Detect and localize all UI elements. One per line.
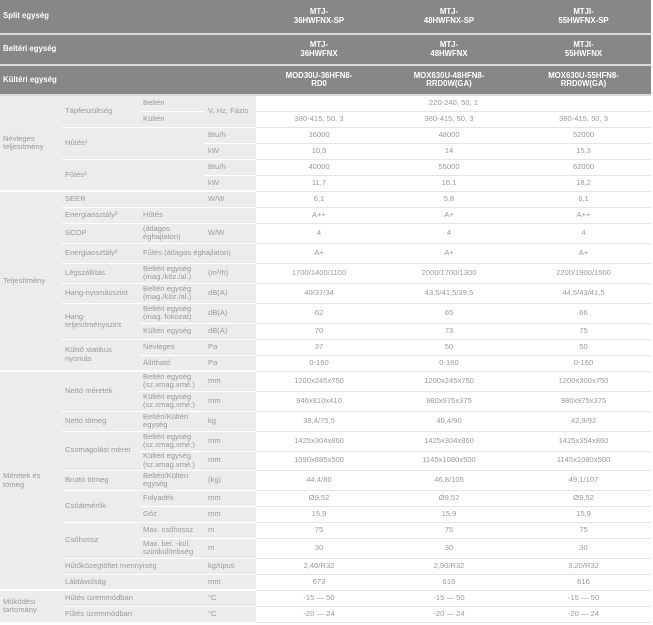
value-cell: 43,5/41,5/39,5: [382, 283, 516, 303]
param-label: SEER: [62, 191, 205, 207]
value-cell: 1145x1080x500: [516, 451, 651, 470]
unit-label: Btu/h: [205, 159, 256, 175]
sub-label: (átlagos éghajlaton): [140, 223, 205, 243]
unit-label: °C: [205, 590, 256, 606]
value-cell: 15,9: [516, 506, 651, 522]
value-cell: 75: [516, 323, 651, 339]
sub-label: Állítható: [140, 355, 205, 371]
value-cell: 49,1/107: [516, 470, 651, 490]
value-cell: 62000: [516, 159, 651, 175]
value-cell: 1425x304x860: [256, 431, 382, 451]
unit-label: mm: [205, 574, 256, 590]
value-cell: 1200x300x750: [516, 371, 651, 391]
value-cell: A++: [516, 207, 651, 223]
param-label: Nettó méretek: [62, 371, 140, 411]
sub-label: Gőz: [140, 506, 205, 522]
value-cell: 1425x354x860: [516, 431, 651, 451]
value-cell: 980x975x375: [382, 391, 516, 411]
value-cell: 75: [256, 522, 382, 538]
param-label: Lábtávolság: [62, 574, 205, 590]
value-cell: 73: [382, 323, 516, 339]
value-cell: 4: [516, 223, 651, 243]
sub-label: Beltéri egység (mag./köz./al.): [140, 263, 205, 283]
value-cell: 980x975x375: [516, 391, 651, 411]
value-cell: 6,1: [516, 191, 651, 207]
value-cell: 75: [516, 522, 651, 538]
group-label: Működési tartomány: [0, 590, 62, 622]
value-cell: 52000: [516, 127, 651, 143]
unit-label: W/W: [205, 223, 256, 243]
value-cell: 44,4/80: [256, 470, 382, 490]
unit-label: mm: [205, 490, 256, 506]
param-label: SCOP: [62, 223, 140, 243]
value-cell: 40,4/90: [382, 411, 516, 431]
model-outdoor: MOD30U-36HFN8- RD0: [256, 65, 382, 95]
sub-label: Beltéri/Kültéri egység: [140, 470, 205, 490]
value-cell: 40000: [256, 159, 382, 175]
unit-label: mm: [205, 371, 256, 391]
model-split: MTJ- 36HWFNX-SP: [256, 0, 382, 34]
header-row-outdoor: [0, 65, 651, 95]
outdoor-label: Kültéri egység: [0, 65, 256, 95]
unit-label: Btu/h: [205, 127, 256, 143]
unit-label: kg: [205, 411, 256, 431]
value-cell: 65: [382, 303, 516, 323]
value-cell: 380-415, 50, 3: [516, 111, 651, 127]
value-cell: 16,1: [382, 175, 516, 191]
unit-label: Pa: [205, 355, 256, 371]
param-label: Tápfeszültség: [62, 95, 140, 127]
group-label: Névleges teljesítmény: [0, 95, 62, 191]
indoor-label: Beltéri egység: [0, 34, 256, 65]
value-cell: 38,4/75,5: [256, 411, 382, 431]
value-cell: 30: [516, 538, 651, 558]
group-label: Teljesítmény: [0, 191, 62, 371]
sub-label: Folyadék: [140, 490, 205, 506]
value-cell: 62: [256, 303, 382, 323]
value-cell: A+: [382, 207, 516, 223]
value-cell: 0-160: [256, 355, 382, 371]
value-cell: A++: [256, 207, 382, 223]
unit-label: W/W: [205, 191, 256, 207]
unit-label: °C: [205, 606, 256, 622]
unit-label: m: [205, 538, 256, 558]
value-cell: 0-160: [516, 355, 651, 371]
value-cell: 3,20/R32: [516, 558, 651, 574]
param-label: Külső statikus nyomás: [62, 339, 140, 371]
sub-label: Beltéri/Kültéri egység: [140, 411, 205, 431]
unit-label: (kg): [205, 470, 256, 490]
param-label: Energiaosztály³: [62, 243, 140, 263]
unit-label: dB(A): [205, 283, 256, 303]
model-outdoor: MOX630U-55HFN8- RRD0W(GA): [516, 65, 651, 95]
value-cell: 6,1: [256, 191, 382, 207]
param-label: Hűtés¹: [62, 127, 205, 159]
value-cell: 11,7: [256, 175, 382, 191]
unit-label: kg/típus: [205, 558, 256, 574]
param-label: Fűtés²: [62, 159, 205, 191]
param-label: Hűtés üzemmódban: [62, 590, 205, 606]
value-cell: 48000: [382, 127, 516, 143]
value-cell: 15,3: [516, 143, 651, 159]
param-label: Csomagolási méret: [62, 431, 140, 470]
unit-label: (m³/h): [205, 263, 256, 283]
value-cell: Ø9,52: [256, 490, 382, 506]
sub-label: Kültéri egység (sz.xmag.xmé.): [140, 451, 205, 470]
value-cell: 2,90/R32: [382, 558, 516, 574]
value-cell: 0-160: [382, 355, 516, 371]
value-cell: 14: [382, 143, 516, 159]
param-label: Nettó tömeg: [62, 411, 140, 431]
value-cell: 4: [382, 223, 516, 243]
value-cell: 380-415, 50, 3: [382, 111, 516, 127]
model-split: MTJI- 55HWFNX-SP: [516, 0, 651, 34]
value-cell: 1145x1080x500: [382, 451, 516, 470]
value-cell: 50: [516, 339, 651, 355]
value-cell: 380-415, 50, 3: [256, 111, 382, 127]
value-cell: -20 — 24: [256, 606, 382, 622]
value-cell: 18,2: [516, 175, 651, 191]
sub-label: Fűtés (átlagos éghajlaton): [140, 243, 256, 263]
sub-label: Beltéri egység (sz.xmag.xmé.): [140, 371, 205, 391]
unit-label: Pa: [205, 339, 256, 355]
value-cell: 616: [516, 574, 651, 590]
unit-label: V, Hz, Fázis: [205, 95, 256, 127]
value-cell: Ø9,52: [516, 490, 651, 506]
value-cell: 1090x885x500: [256, 451, 382, 470]
sub-label: Beltéri egység (sz.xmag.xmé.): [140, 431, 205, 451]
value-cell: 220-240, 50, 1: [256, 95, 651, 111]
unit-label: mm: [205, 431, 256, 451]
sub-label: Kültéri egység: [140, 323, 205, 339]
value-cell: 30: [382, 538, 516, 558]
value-cell: 616: [382, 574, 516, 590]
header-row-split: [0, 0, 651, 34]
value-cell: 44,5/43/41,5: [516, 283, 651, 303]
sub-label: Beltéri egység (mag./köz./al.): [140, 283, 205, 303]
unit-label: kW: [205, 143, 256, 159]
param-label: Légszállítás: [62, 263, 140, 283]
value-cell: 42,9/92: [516, 411, 651, 431]
param-label: Csőátmérők: [62, 490, 140, 522]
value-cell: 55000: [382, 159, 516, 175]
value-cell: -20 — 24: [382, 606, 516, 622]
value-cell: 37: [256, 339, 382, 355]
unit-label: dB(A): [205, 323, 256, 339]
value-cell: 46,8/105: [382, 470, 516, 490]
sub-label: Max. csőhossz: [140, 522, 205, 538]
value-cell: 15,9: [382, 506, 516, 522]
value-cell: 70: [256, 323, 382, 339]
param-label: Energiaosztály³: [62, 207, 140, 223]
value-cell: 946x810x410: [256, 391, 382, 411]
value-cell: Ø9,52: [382, 490, 516, 506]
unit-label: mm: [205, 506, 256, 522]
sub-label: Névleges: [140, 339, 205, 355]
sub-label: Kültéri egység (sz.xmag.xmé.): [140, 391, 205, 411]
value-cell: 1200x245x750: [256, 371, 382, 391]
split-label: Split egység: [0, 0, 256, 34]
value-cell: 1425x304x860: [382, 431, 516, 451]
value-cell: A+: [256, 243, 382, 263]
unit-label: mm: [205, 391, 256, 411]
model-indoor: MTJ- 48HWFNX: [382, 34, 516, 65]
value-cell: 673: [256, 574, 382, 590]
value-cell: 2000/1700/1300: [382, 263, 516, 283]
value-cell: 1700/1400/1100: [256, 263, 382, 283]
model-indoor: MTJ- 36HWFNX: [256, 34, 382, 65]
sub-label: Beltéri: [140, 95, 205, 111]
sub-label: Kültéri: [140, 111, 205, 127]
value-cell: 10,5: [256, 143, 382, 159]
model-outdoor: MOX630U-48HFN8- RRD0W(GA): [382, 65, 516, 95]
value-cell: -15 — 50: [382, 590, 516, 606]
model-split: MTJ- 48HWFNX-SP: [382, 0, 516, 34]
value-cell: 66: [516, 303, 651, 323]
unit-label: mm: [205, 451, 256, 470]
value-cell: A+: [516, 243, 651, 263]
sub-label: Max. bel. -kül. szintkülönbség: [140, 538, 205, 558]
model-indoor: MTJI- 55HWFNX: [516, 34, 651, 65]
header-row-indoor: [0, 34, 651, 65]
sub-label: Hűtés: [140, 207, 256, 223]
param-label: Hang-teljesítményszint: [62, 303, 140, 339]
value-cell: 15,9: [256, 506, 382, 522]
value-cell: 4: [256, 223, 382, 243]
param-label: Hang-nyomásszint: [62, 283, 140, 303]
group-label: Méretek és tömeg: [0, 371, 62, 590]
value-cell: 40/37/34: [256, 283, 382, 303]
value-cell: 30: [256, 538, 382, 558]
value-cell: 1200x245x750: [382, 371, 516, 391]
unit-label: dB(A): [205, 303, 256, 323]
param-label: Csőhossz: [62, 522, 140, 558]
value-cell: -20 — 24: [516, 606, 651, 622]
value-cell: 5,8: [382, 191, 516, 207]
param-label: Hűtőközegtöltet mennyiség: [62, 558, 205, 574]
value-cell: -15 — 50: [256, 590, 382, 606]
param-label: Bruttó tömeg: [62, 470, 140, 490]
sub-label: Beltéri egység (mag. fokozat): [140, 303, 205, 323]
value-cell: 36000: [256, 127, 382, 143]
value-cell: -15 — 50: [516, 590, 651, 606]
unit-label: m: [205, 522, 256, 538]
value-cell: 75: [382, 522, 516, 538]
param-label: Fűtés üzemmódban: [62, 606, 205, 622]
value-cell: 50: [382, 339, 516, 355]
unit-label: kW: [205, 175, 256, 191]
value-cell: 2200/1900/1500: [516, 263, 651, 283]
value-cell: 2,40/R32: [256, 558, 382, 574]
value-cell: A+: [382, 243, 516, 263]
